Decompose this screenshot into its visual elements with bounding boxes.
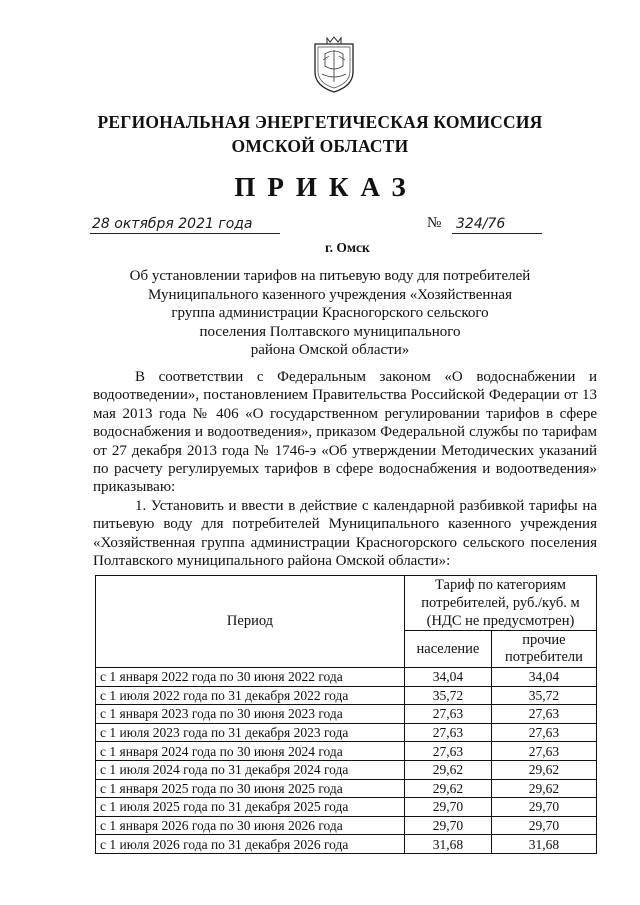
cell-period: с 1 января 2023 года по 30 июня 2023 года <box>96 705 405 724</box>
cell-other: 29,62 <box>491 779 596 798</box>
subject-line: группа администрации Красногорского сельского <box>171 305 489 321</box>
handwritten-date: 28 октября 2021 года <box>92 216 253 232</box>
cell-population: 29,62 <box>405 779 492 798</box>
header-other-consumers <box>491 631 596 668</box>
cell-other: 29,70 <box>491 798 596 817</box>
subject-line: Об установлении тарифов на питьевую воду для потребителей <box>129 268 531 284</box>
cell-population: 29,70 <box>405 798 492 817</box>
coat-of-arms-icon <box>313 36 355 94</box>
number-underline <box>452 233 542 234</box>
cell-period: с 1 января 2026 года по 30 июня 2026 года <box>96 816 405 835</box>
cell-population: 29,70 <box>405 816 492 835</box>
body-paragraph-item-1: 1. Установить и ввести в действие с календарной разбивкой тарифы на питьевую воду для потребителей Муниципального казенного учреждения «Хозяйственная группа администрации Красногорского сельского поселения Полтавского муниципального района Омской области»: <box>93 497 597 570</box>
order-body <box>93 368 597 570</box>
cell-population: 27,63 <box>405 705 492 724</box>
header-tariff-line: потребителей, руб./куб. м <box>421 595 580 611</box>
organization-name <box>0 110 640 158</box>
table-row <box>96 816 597 835</box>
cell-population: 34,04 <box>405 668 492 687</box>
table-row <box>96 835 597 854</box>
table-row <box>96 686 597 705</box>
document-title: ПРИКАЗ <box>234 172 418 202</box>
cell-period: с 1 июля 2025 года по 31 декабря 2025 года <box>96 798 405 817</box>
cell-period: с 1 июля 2024 года по 31 декабря 2024 года <box>96 760 405 779</box>
subject-line: Муниципального казенного учреждения «Хозяйственная <box>148 286 512 303</box>
cell-period: с 1 января 2024 года по 30 июня 2024 года <box>96 742 405 761</box>
header-tariff-line: Тариф по категориям <box>435 577 566 593</box>
header-tariff <box>405 576 597 631</box>
header-population: население <box>405 631 492 668</box>
tariff-table-body <box>96 668 597 854</box>
cell-population: 27,63 <box>405 723 492 742</box>
header-other-line: потребители <box>504 649 583 665</box>
cell-period: с 1 июля 2023 года по 31 декабря 2023 года <box>96 723 405 742</box>
date-underline <box>90 233 280 234</box>
city: г. Омск <box>325 240 370 255</box>
cell-other: 29,70 <box>491 816 596 835</box>
org-line-2: ОМСКОЙ ОБЛАСТИ <box>231 136 409 156</box>
cell-population: 31,68 <box>405 835 492 854</box>
cell-other: 34,04 <box>491 668 596 687</box>
table-row <box>96 705 597 724</box>
subject-line: поселения Полтавского муниципального <box>199 323 461 340</box>
cell-period: с 1 января 2025 года по 30 июня 2025 года <box>96 779 405 798</box>
cell-other: 27,63 <box>491 723 596 742</box>
table-row <box>96 779 597 798</box>
body-paragraph-preamble: В соответствии с Федеральным законом «О водоснабжении и водоотведении», постановлением Правительства Российской Федерации от 13 мая 2013 года № 406 «О государственном регулировании тарифов в сфере водоснабжения и водоотведения», приказом Федеральной службы по тарифам от 27 декабря 2013 года № 1746-э «Об утверждении Методических указаний по расчету регулируемых тарифов в сфере водоснабжения и водоотведения» приказываю: <box>93 369 597 496</box>
org-line-1: РЕГИОНАЛЬНАЯ ЭНЕРГЕТИЧЕСКАЯ КОМИССИЯ <box>97 112 543 132</box>
cell-period: с 1 июля 2022 года по 31 декабря 2022 года <box>96 686 405 705</box>
number-sign: № <box>427 215 442 231</box>
handwritten-number: 324/76 <box>456 216 506 232</box>
tariff-table <box>95 575 597 854</box>
table-row <box>96 742 597 761</box>
table-row <box>96 760 597 779</box>
cell-period: с 1 июля 2026 года по 31 декабря 2026 года <box>96 835 405 854</box>
subject-line: района Омской области» <box>250 342 410 358</box>
table-row <box>96 668 597 687</box>
cell-other: 27,63 <box>491 742 596 761</box>
cell-other: 27,63 <box>491 705 596 724</box>
order-subject <box>110 267 550 360</box>
cell-other: 29,62 <box>491 760 596 779</box>
cell-population: 29,62 <box>405 760 492 779</box>
cell-population: 35,72 <box>405 686 492 705</box>
cell-population: 27,63 <box>405 742 492 761</box>
table-row <box>96 798 597 817</box>
header-other-line: прочие <box>522 632 566 648</box>
header-tariff-line: (НДС не предусмотрен) <box>426 613 575 629</box>
cell-other: 35,72 <box>491 686 596 705</box>
cell-other: 31,68 <box>491 835 596 854</box>
cell-period: с 1 января 2022 года по 30 июня 2022 года <box>96 668 405 687</box>
header-period: Период <box>96 576 405 668</box>
table-row <box>96 723 597 742</box>
